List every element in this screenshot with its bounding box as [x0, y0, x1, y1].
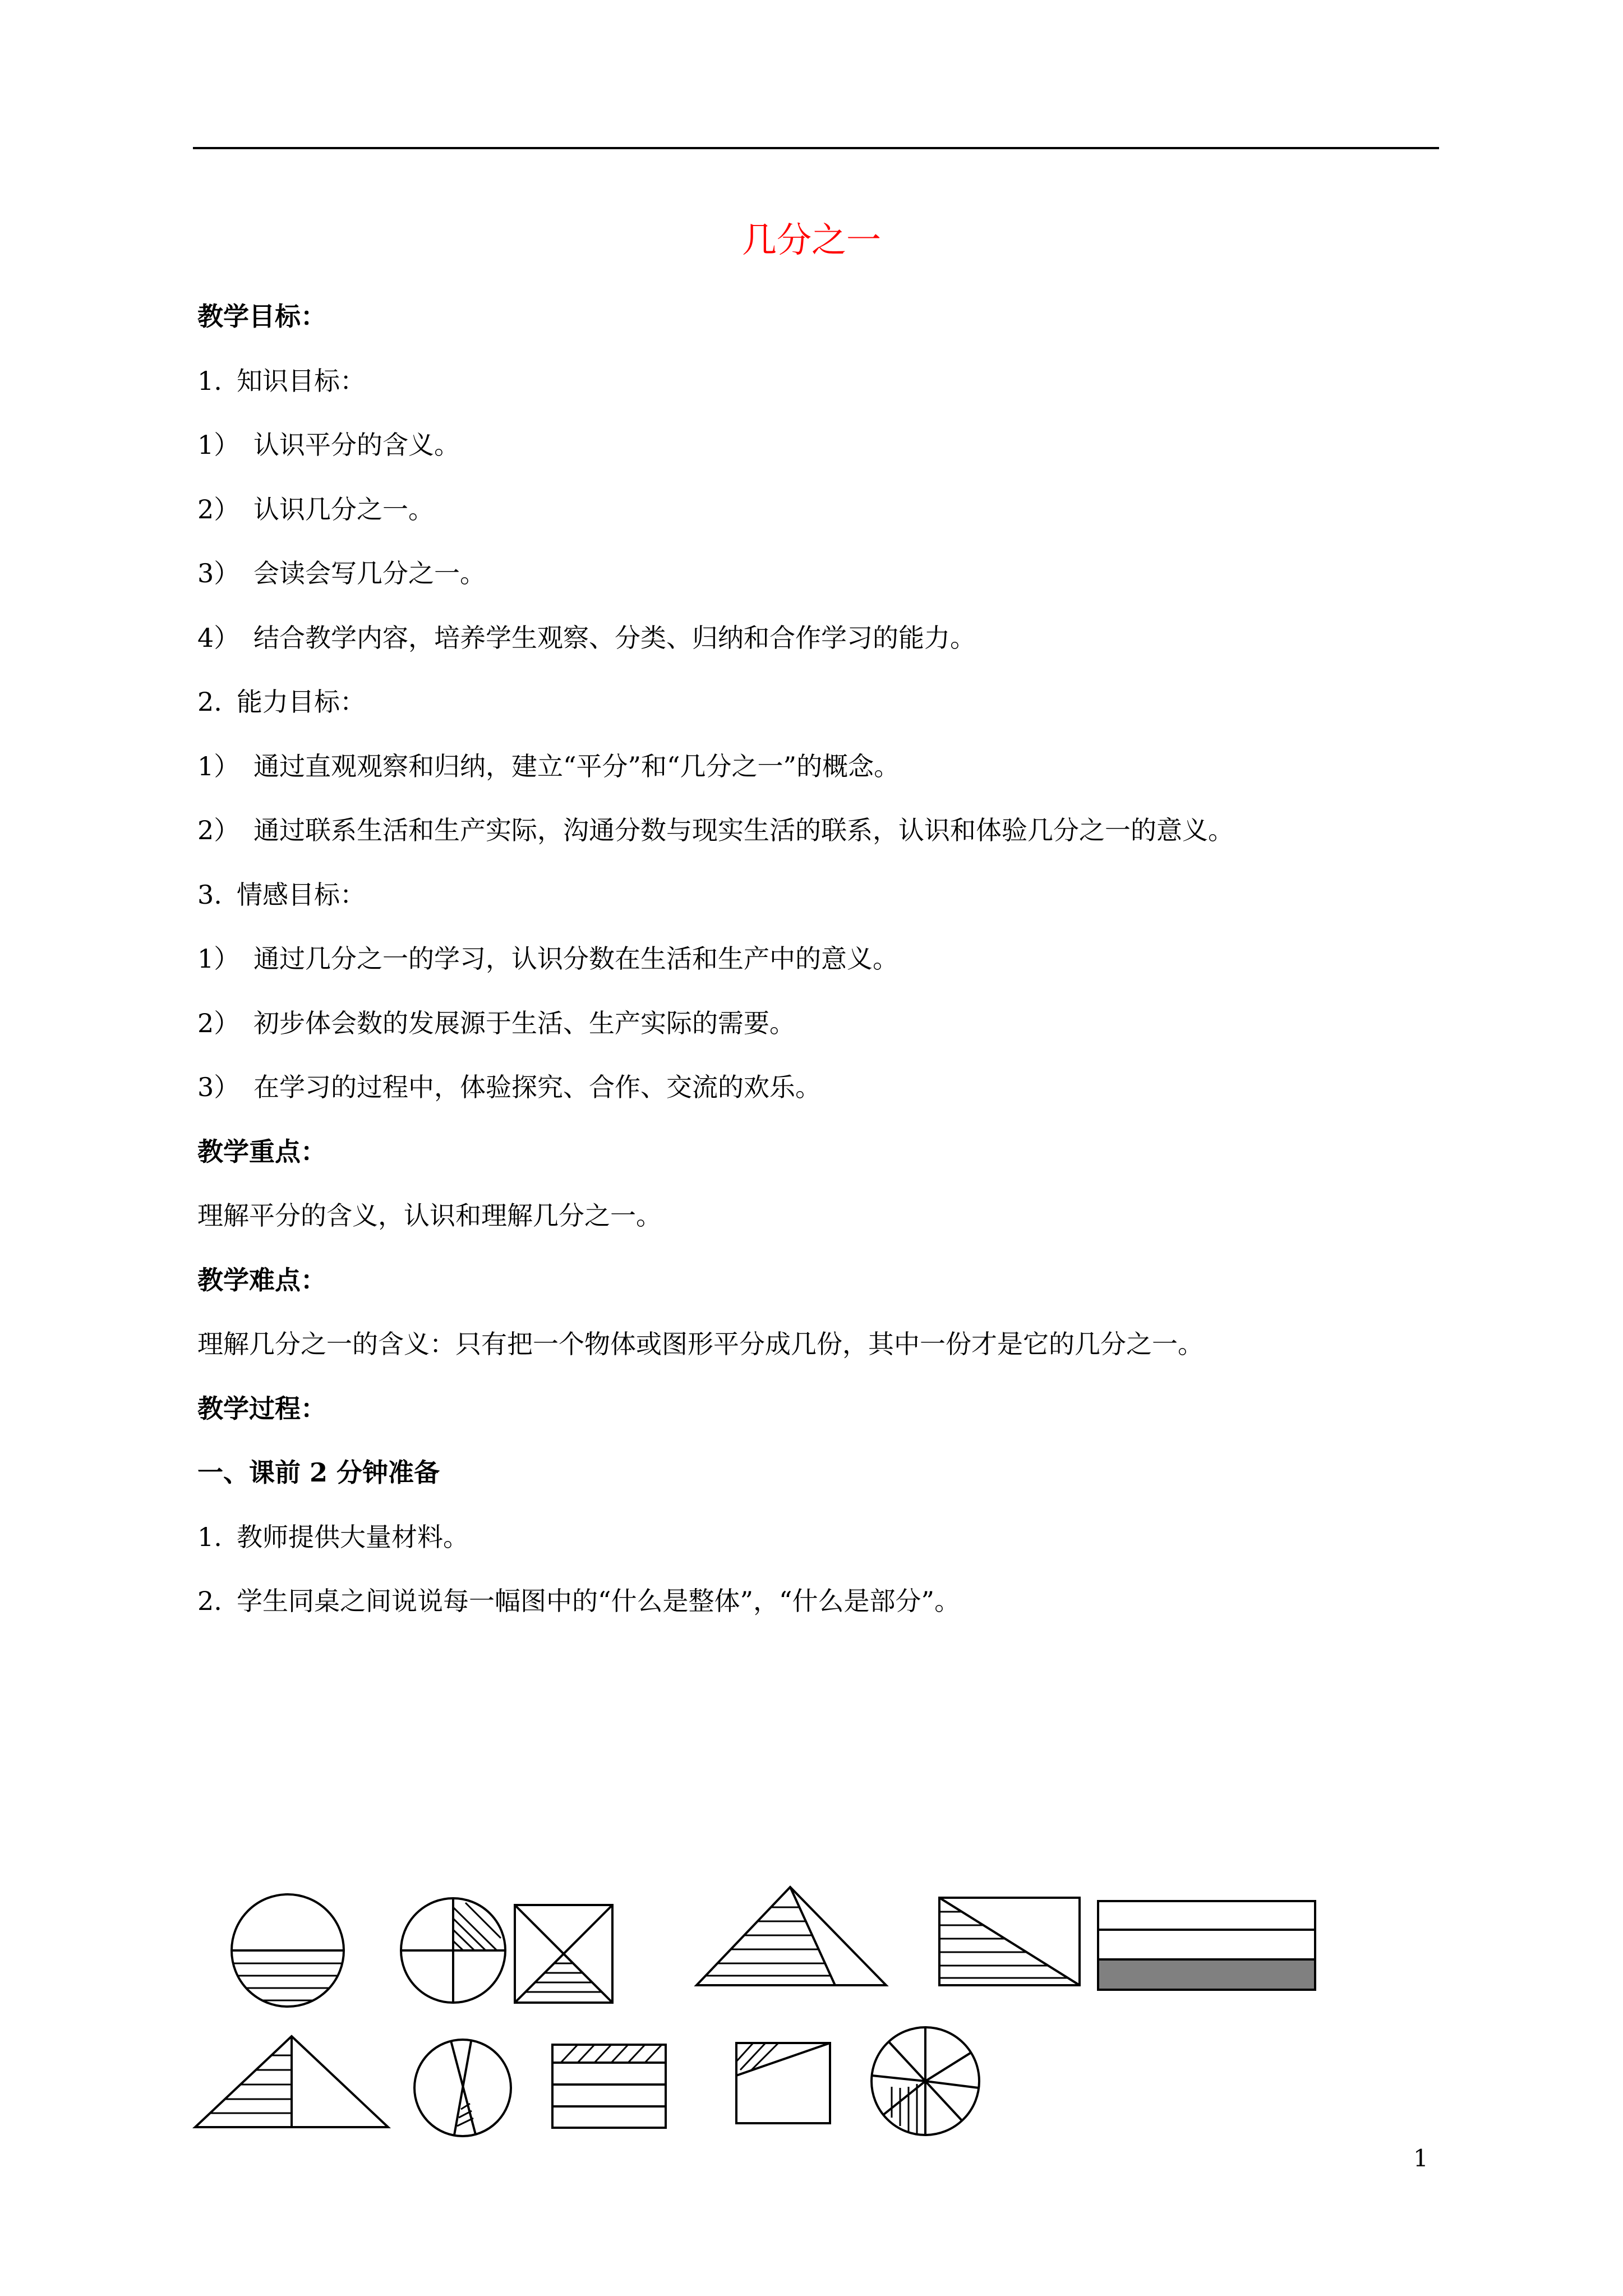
list-number: 2） [197, 1007, 240, 1038]
figure-circle-quarters [401, 1898, 505, 2003]
list-number: 4） [197, 622, 240, 653]
list-number: 3） [197, 558, 240, 588]
heading-text: 一、课前 2 分钟准备 [197, 1457, 440, 1488]
figure-square-diagonals [505, 1905, 623, 2003]
list-number: 2） [197, 815, 240, 845]
figure-rectangle-diagonal [934, 1898, 1085, 1985]
list-number: 3. [197, 879, 222, 910]
figure-circle-uneven [414, 2040, 511, 2136]
figure-rectangle-strips [552, 2045, 666, 2128]
line-text: 在学习的过程中，体验探究、合作、交流的欢乐。 [253, 1072, 821, 1102]
figure-triangle-halves [191, 2036, 388, 2127]
list-number: 3） [197, 1072, 240, 1102]
line-text: 通过几分之一的学习，认识分数在生活和生产中的意义。 [253, 944, 898, 974]
line-text: 初步体会数的发展源于生活、生产实际的需要。 [253, 1007, 795, 1038]
line-text: 通过联系生活和生产实际，沟通分数与现实生活的联系，认识和体验几分之一的意义。 [253, 815, 1234, 845]
list-number: 1） [197, 430, 240, 460]
line-text: 通过直观观察和归纳，建立“平分”和“几分之一”的概念。 [253, 751, 900, 781]
figure-circle-sectors [872, 2027, 979, 2135]
list-number: 2. [197, 1586, 222, 1616]
line-text: 知识目标： [237, 365, 366, 396]
list-number: 1. [197, 365, 222, 396]
list-number: 2. [197, 687, 222, 717]
figure-rectangle-thirds [1098, 1901, 1315, 1990]
line-text: 能力目标： [237, 687, 366, 717]
list-number: 2） [197, 494, 240, 524]
line-text: 学生同桌之间说说每一幅图中的“什么是整体”，“什么是部分”。 [237, 1586, 961, 1616]
heading-text: 教学目标： [197, 301, 326, 332]
heading-text: 教学过程： [197, 1393, 326, 1424]
line-text: 结合教学内容，培养学生观察、分类、归纳和合作学习的能力。 [253, 622, 976, 653]
list-number: 1） [197, 751, 240, 781]
list-number: 1） [197, 944, 240, 974]
line-text: 情感目标： [237, 879, 366, 910]
list-number: 1. [197, 1521, 222, 1552]
line-text: 教师提供大量材料。 [237, 1521, 469, 1552]
heading-text: 教学难点： [197, 1264, 326, 1295]
line-text: 理解几分之一的含义：只有把一个物体或图形平分成几份，其中一份才是它的几分之一。 [197, 1329, 1204, 1359]
line-text: 理解平分的含义，认识和理解几分之一。 [197, 1200, 662, 1231]
figure-circle-halves [224, 1894, 351, 2007]
heading-text: 教学重点： [197, 1136, 326, 1167]
document-title: 几分之一 [741, 219, 881, 260]
line-text: 认识平分的含义。 [253, 430, 460, 460]
figure-triangle-parts [690, 1887, 886, 1985]
line-text: 会读会写几分之一。 [253, 558, 486, 588]
line-text: 认识几分之一。 [253, 494, 434, 524]
page-number: 1 [1413, 2145, 1428, 2172]
figure-rectangle-corner [736, 2043, 830, 2123]
